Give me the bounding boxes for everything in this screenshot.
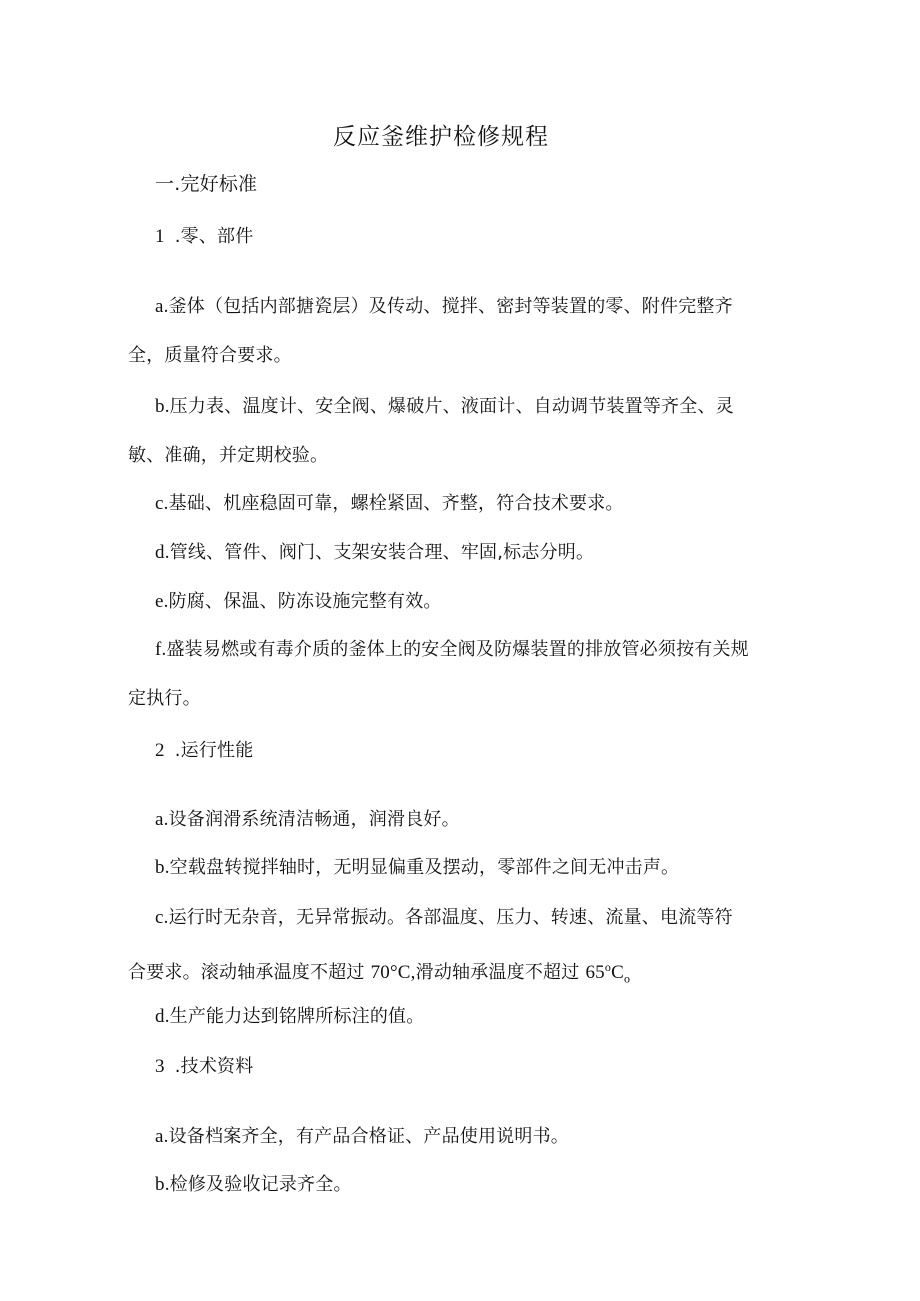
- paragraph-text: 管线、管件、阀门、支架安装合理、牢固,标志分明。: [169, 542, 595, 563]
- paragraph-e: [155, 590, 442, 614]
- subsection-number: 1: [155, 226, 165, 247]
- item-marker: b.: [155, 1174, 170, 1195]
- performance-d: [155, 1005, 424, 1029]
- item-marker: e.: [155, 591, 169, 612]
- section-heading-1: 一.完好标准: [155, 173, 258, 195]
- temperature-value-rolling: 70°C,: [370, 962, 416, 983]
- item-marker: f.: [155, 639, 167, 660]
- paragraph-text: 生产能力达到铭牌所标注的值。: [169, 1006, 425, 1027]
- temperature-value-sliding: 65: [585, 962, 605, 983]
- subsection-label: .零、部件: [174, 226, 254, 247]
- paragraph-a-line1: [155, 295, 733, 319]
- paragraph-b-line1: [155, 395, 734, 419]
- subsection-heading-3: [155, 1055, 253, 1079]
- paragraph-text: 压力表、温度计、安全阀、爆破片、液面计、自动调节装置等齐全、灵: [169, 396, 734, 417]
- celsius-unit: C: [611, 962, 624, 983]
- performance-b: [155, 856, 679, 880]
- paragraph-d: [155, 541, 594, 565]
- paragraph-text: 基础、机座稳固可靠，螺栓紧固、齐整，符合技术要求。: [168, 493, 624, 514]
- item-marker: c.: [155, 907, 169, 928]
- subsection-heading-2: [155, 739, 253, 763]
- text-segment: 合要求。滚动轴承温度不超过: [128, 962, 365, 983]
- paragraph-text: 空载盘转搅拌轴时，无明显偏重及摆动，零部件之间无冲击声。: [169, 857, 680, 878]
- subsection-number: 3: [155, 1056, 165, 1077]
- item-marker: a.: [155, 809, 169, 830]
- performance-a: [155, 808, 460, 832]
- paragraph-text: 运行时无杂音，无异常振动。各部温度、压力、转速、流量、电流等符: [168, 907, 733, 928]
- documentation-b: [155, 1173, 352, 1197]
- degree-mark: o: [604, 960, 612, 974]
- paragraph-text: 盛装易燃或有毒介质的釜体上的安全阀及防爆装置的排放管必须按有关规: [166, 639, 749, 660]
- paragraph-text: 釜体（包括内部搪瓷层）及传动、搅拌、密封等装置的零、附件完整齐: [168, 296, 733, 317]
- subscript-mark: o: [623, 971, 631, 986]
- paragraph-text: 设备档案齐全，有产品合格证、产品使用说明书。: [168, 1126, 569, 1147]
- paragraph-f-line2: 定执行。: [128, 688, 201, 709]
- performance-c-line1: [155, 906, 733, 930]
- item-marker: b.: [155, 857, 170, 878]
- paragraph-text: 设备润滑系统清洁畅通，润滑良好。: [168, 809, 460, 830]
- item-marker: d.: [155, 542, 170, 563]
- paragraph-f-line1: [155, 638, 749, 662]
- paragraph-text: 防腐、保温、防冻设施完整有效。: [168, 591, 442, 612]
- paragraph-b-line2: 敏、准确，并定期校验。: [128, 445, 329, 466]
- item-marker: b.: [155, 396, 170, 417]
- subsection-label: .运行性能: [174, 740, 254, 761]
- paragraph-text: 检修及验收记录齐全。: [169, 1174, 352, 1195]
- text-segment: 滑动轴承温度不超过: [415, 962, 580, 983]
- item-marker: c.: [155, 493, 169, 514]
- document-title: 反应釜维护检修规程: [333, 124, 549, 150]
- item-marker: a.: [155, 296, 169, 317]
- paragraph-c: [155, 492, 624, 516]
- subsection-heading-1: [155, 225, 253, 249]
- paragraph-a-line2: 全，质量符合要求。: [128, 345, 292, 366]
- subsection-number: 2: [155, 740, 165, 761]
- performance-c-line2: [128, 955, 630, 991]
- documentation-a: [155, 1125, 569, 1149]
- item-marker: a.: [155, 1126, 169, 1147]
- item-marker: d.: [155, 1006, 170, 1027]
- subsection-label: .技术资料: [174, 1056, 254, 1077]
